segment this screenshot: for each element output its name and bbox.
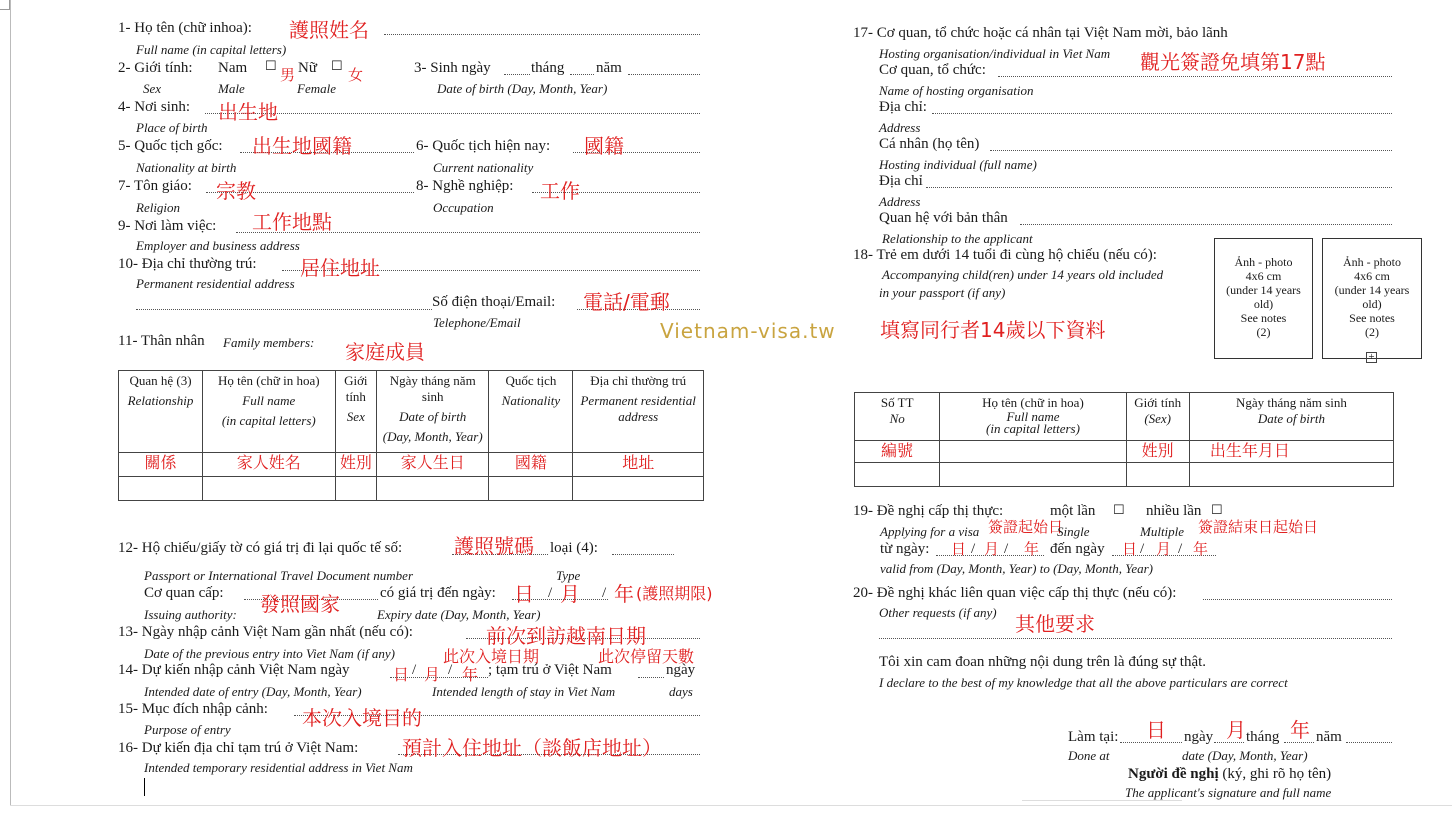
field-1-note: 護照姓名 xyxy=(289,18,369,42)
photo-label: Ảnh - photo xyxy=(1234,255,1293,269)
expiry-line[interactable] xyxy=(512,599,608,600)
expiry-year-note: 年 xyxy=(614,582,634,606)
host-person-label: Cá nhân (họ tên) xyxy=(879,136,980,152)
field-17-note: 觀光簽證免填第17點 xyxy=(1140,50,1326,74)
field-18-en-2: in your passport (if any) xyxy=(879,285,1006,300)
family-note-dob: 家人生日 xyxy=(377,453,489,477)
field-14-en: Intended date of entry (Day, Month, Year) xyxy=(144,684,362,699)
done-date-en: date (Day, Month, Year) xyxy=(1182,748,1308,763)
entry-year-note: 年 xyxy=(462,665,479,684)
field-12-label: 12- Hộ chiếu/giấy tờ có giá trị đi lại quốc tế số: xyxy=(118,540,403,556)
child-col-dob: Ngày tháng năm sinh Date of birth xyxy=(1189,393,1393,441)
field-11-en: Family members: xyxy=(223,335,315,350)
issuing-label: Cơ quan cấp: xyxy=(144,585,224,601)
multiple-entry-checkbox[interactable]: ☐ xyxy=(1211,502,1223,517)
issuing-en: Issuing authority: xyxy=(144,607,237,622)
slash: / xyxy=(1004,541,1009,557)
field-4-label: 4- Nơi sinh: xyxy=(118,99,191,115)
dob-thang: tháng xyxy=(531,60,565,76)
field-6-label: 6- Quốc tịch hiện nay: xyxy=(416,138,551,154)
field-15-en: Purpose of entry xyxy=(144,722,231,737)
issuing-note: 發照國家 xyxy=(260,592,340,616)
relation-en: Relationship to the applicant xyxy=(882,231,1033,246)
field-13-en: Date of the previous entry into Viet Nam (if any) xyxy=(144,646,395,661)
field-7-note: 宗教 xyxy=(216,179,256,203)
field-8-en: Occupation xyxy=(433,200,494,215)
family-col-fullname: Họ tên (chữ in hoa) Full name (in capital letters) xyxy=(203,371,336,453)
host-addr2-en: Address xyxy=(879,194,921,209)
photo-notes: See notes xyxy=(1240,311,1287,325)
field-9-en: Employer and business address xyxy=(136,238,300,253)
field-20-line-2[interactable] xyxy=(879,638,1392,639)
text-cursor xyxy=(144,778,145,796)
table-move-handle-icon[interactable]: + xyxy=(1366,352,1377,363)
field-8-label: 8- Nghề nghiệp: xyxy=(416,178,514,194)
slash: / xyxy=(1140,541,1145,557)
male-label: Nam xyxy=(218,60,248,76)
visa-to-day: 日 xyxy=(1122,540,1138,558)
field-15-label: 15- Mục đích nhập cảnh: xyxy=(118,701,268,717)
photo-age: (under 14 years xyxy=(1334,283,1410,297)
visa-from-year: 年 xyxy=(1024,540,1040,558)
entry-day-note: 日 xyxy=(393,665,410,684)
field-19-en: Applying for a visa xyxy=(880,524,980,539)
done-year-line[interactable] xyxy=(1346,742,1392,743)
child-col-no: Số TT No xyxy=(855,393,940,441)
field-10-note: 居住地址 xyxy=(300,256,380,280)
watermark-text: Vietnam-visa.tw xyxy=(660,319,836,343)
female-en: Female xyxy=(297,81,336,96)
field-9-note: 工作地點 xyxy=(252,210,332,234)
field-19-label: 19- Đề nghị cấp thị thực: xyxy=(853,503,1004,519)
slash: / xyxy=(548,585,553,601)
child-col-sex: Giới tính (Sex) xyxy=(1126,393,1189,441)
photo-age: (under 14 years xyxy=(1226,283,1301,297)
family-note-nationality: 國籍 xyxy=(489,453,573,477)
host-addr2-line[interactable] xyxy=(926,187,1392,188)
field-1-label: 1- Họ tên (chữ inhoa): xyxy=(118,20,252,36)
field-2-label: 2- Giới tính: xyxy=(118,60,193,76)
field-5-en: Nationality at birth xyxy=(136,160,237,175)
stay-length-en: Intended length of stay in Viet Nam xyxy=(432,684,616,699)
field-3-label: 3- Sinh ngày xyxy=(414,60,491,76)
field-10-label: 10- Địa chỉ thường trú: xyxy=(118,256,257,272)
host-addr-en: Address xyxy=(879,120,921,135)
page-bottom-border xyxy=(10,805,1452,806)
child-note-sex: 姓別 xyxy=(1126,441,1189,463)
phone-label: Số điện thoại/Email: xyxy=(432,294,556,310)
visa-valid-en: valid from (Day, Month, Year) to (Day, Month, Year) xyxy=(880,561,1153,576)
family-table xyxy=(118,370,704,501)
entry-date-note: 此次入境日期 xyxy=(443,647,540,666)
field-9-label: 9- Nơi làm việc: xyxy=(118,218,217,234)
phone-en: Telephone/Email xyxy=(433,315,521,330)
visa-end-note: 簽證結束日起始日 xyxy=(1198,518,1319,536)
photo-size: 4x6 cm xyxy=(1245,269,1282,283)
field-20-note: 其他要求 xyxy=(1015,612,1095,636)
stay-ngay: ngày xyxy=(666,662,696,678)
visa-start-note: 簽證起始日 xyxy=(988,518,1064,536)
done-year-note: 年 xyxy=(1290,718,1310,742)
child-photo-box-2[interactable] xyxy=(1322,238,1422,359)
visa-to-year: 年 xyxy=(1193,540,1209,558)
slash: / xyxy=(971,541,976,557)
phone-note: 電話/電郵 xyxy=(583,290,670,314)
child-note-no: 編號 xyxy=(855,441,940,463)
host-person-line[interactable] xyxy=(990,150,1392,151)
field-5-note: 出生地國籍 xyxy=(252,134,352,158)
family-col-address: Địa chỉ thường trú Permanent residential address xyxy=(573,371,704,453)
female-checkbox[interactable]: ☐ xyxy=(331,58,343,73)
done-month-note: 月 xyxy=(1226,718,1246,742)
field-18-label: 18- Trẻ em dưới 14 tuổi đi cùng hộ chiếu (nếu có): xyxy=(853,247,1157,263)
expiry-month-note: 月 xyxy=(560,582,580,606)
done-day-note: 日 xyxy=(1146,718,1166,742)
page-border xyxy=(10,0,11,806)
multiple-en: Multiple xyxy=(1140,524,1185,539)
child-note-dob: 出生年月日 xyxy=(1189,441,1393,463)
visa-from-label: từ ngày: xyxy=(880,541,930,557)
family-note-relationship: 關係 xyxy=(119,453,203,477)
field-8-note: 工作 xyxy=(540,179,580,203)
field-4-line[interactable] xyxy=(205,113,700,114)
field-17-en: Hosting organisation/individual in Viet Nam xyxy=(879,46,1111,61)
signer-en: The applicant's signature and full name xyxy=(1125,785,1332,800)
photo-notes: See notes xyxy=(1349,311,1395,325)
expiry-day-note: 日 xyxy=(514,582,534,606)
single-en: Single xyxy=(1057,524,1090,539)
entry-month-note: 月 xyxy=(424,665,441,684)
female-label: Nữ xyxy=(298,60,317,76)
visa-to-month: 月 xyxy=(1156,540,1172,558)
declaration-en: I declare to the best of my knowledge that all the above particulars are correct xyxy=(879,675,1288,690)
stay-days-line[interactable] xyxy=(638,677,664,678)
stay-days-note: 此次停留天數 xyxy=(598,647,695,666)
stay-label: ; tạm trú ở Việt Nam xyxy=(488,662,612,678)
signer-hint: (ký, ghi rõ họ tên) xyxy=(1222,766,1332,782)
field-15-note: 本次入境目的 xyxy=(302,706,422,730)
sex-en: Sex xyxy=(143,81,162,96)
field-11-note: 家庭成員 xyxy=(345,340,425,364)
field-1-line[interactable] xyxy=(384,34,700,35)
signer-title: Người đề nghị xyxy=(1128,766,1219,782)
visa-from-month: 月 xyxy=(984,540,1000,558)
done-at-label: Làm tại: xyxy=(1068,729,1119,745)
field-16-en: Intended temporary residential address in Viet Nam xyxy=(144,760,413,775)
visa-from-day: 日 xyxy=(951,540,967,558)
expiry-en: Expiry date (Day, Month, Year) xyxy=(377,607,541,622)
single-entry-label: một lần xyxy=(1050,503,1096,519)
host-org-en: Name of hosting organisation xyxy=(879,83,1034,98)
field-16-note: 預計入住地址（談飯店地址） xyxy=(402,736,662,760)
host-org-line[interactable] xyxy=(998,76,1392,77)
photo-notes-num: (2) xyxy=(1256,325,1271,339)
child-photo-box-1[interactable] xyxy=(1214,238,1313,359)
dob-nam: năm xyxy=(596,60,622,76)
field-6-note: 國籍 xyxy=(584,134,624,158)
host-org-label: Cơ quan, tổ chức: xyxy=(879,62,986,78)
field-13-label: 13- Ngày nhập cảnh Việt Nam gần nhất (nếu có): xyxy=(118,624,413,640)
field-11-label: 11- Thân nhân xyxy=(118,333,205,349)
male-en: Male xyxy=(218,81,245,96)
signer-label xyxy=(1128,766,1331,783)
field-20-en: Other requests (if any) xyxy=(879,605,997,620)
field-16-label: 16- Dự kiến địa chỉ tạm trú ở Việt Nam: xyxy=(118,740,359,756)
children-table xyxy=(854,392,1394,487)
done-thang: tháng xyxy=(1246,729,1280,745)
family-table-header xyxy=(119,371,704,453)
dob-en: Date of birth (Day, Month, Year) xyxy=(437,81,608,96)
stay-days-en: days xyxy=(669,684,693,699)
signature-line[interactable] xyxy=(1022,800,1182,807)
family-table-row[interactable] xyxy=(119,453,704,477)
field-1-en: Full name (in capital letters) xyxy=(136,42,287,57)
field-20-label: 20- Đề nghị khác liên quan việc cấp thị thực (nếu có): xyxy=(853,585,1177,601)
family-col-sex: Giới tính Sex xyxy=(335,371,376,453)
slash: / xyxy=(448,662,453,678)
family-col-relationship: Quan hệ (3) Relationship xyxy=(119,371,203,453)
done-at-en: Done at xyxy=(1068,748,1110,763)
photo-age-2: old) xyxy=(1253,297,1274,311)
field-14-label: 14- Dự kiến nhập cảnh Việt Nam ngày xyxy=(118,662,350,678)
field-17-label: 17- Cơ quan, tổ chức hoặc cá nhân tại Việt Nam mời, bảo lãnh xyxy=(853,25,1228,41)
host-addr2-label: Địa chỉ xyxy=(879,173,923,189)
passport-en: Passport or International Travel Document number xyxy=(144,568,414,583)
dob-year-line[interactable] xyxy=(628,74,700,75)
field-4-note: 出生地 xyxy=(218,100,278,124)
photo-age-2: old) xyxy=(1362,297,1382,311)
expiry-note: (護照期限) xyxy=(636,584,713,603)
field-6-en: Current nationality xyxy=(433,160,534,175)
window-corner xyxy=(0,0,10,10)
passport-type-label: loại (4): xyxy=(550,540,598,556)
field-20-line[interactable] xyxy=(1203,599,1392,600)
dob-day-line[interactable] xyxy=(504,74,530,75)
photo-notes-num: (2) xyxy=(1365,325,1379,339)
done-ngay: ngày xyxy=(1184,729,1214,745)
passport-type-line[interactable] xyxy=(612,554,674,555)
family-col-nationality: Quốc tịch Nationality xyxy=(489,371,573,453)
family-col-dob: Ngày tháng năm sinh Date of birth (Day, Month, Year) xyxy=(377,371,489,453)
multiple-entry-label: nhiều lần xyxy=(1146,503,1202,519)
children-table-row[interactable] xyxy=(855,441,1394,463)
field-5-label: 5- Quốc tịch gốc: xyxy=(118,138,223,154)
male-note: 男 xyxy=(280,66,296,84)
declaration-vi: Tôi xin cam đoan những nội dung trên là đúng sự thật. xyxy=(879,654,1207,670)
host-addr-line[interactable] xyxy=(932,113,1392,114)
relation-line[interactable] xyxy=(1020,224,1392,225)
relation-label: Quan hệ với bản thân xyxy=(879,210,1008,226)
field-10-line-2[interactable] xyxy=(136,309,432,310)
male-checkbox[interactable]: ☐ xyxy=(265,58,277,73)
field-7-en: Religion xyxy=(136,200,181,215)
host-person-en: Hosting individual (full name) xyxy=(879,157,1037,172)
valid-label: có giá trị đến ngày: xyxy=(380,585,496,601)
female-note: 女 xyxy=(348,66,364,84)
family-table-row[interactable] xyxy=(119,477,704,501)
slash: / xyxy=(1178,541,1183,557)
slash: / xyxy=(602,585,607,601)
visa-to-label: đến ngày xyxy=(1050,541,1105,557)
photo-size: 4x6 cm xyxy=(1354,269,1390,283)
field-4-en: Place of birth xyxy=(136,120,208,135)
children-table-row[interactable] xyxy=(855,463,1394,487)
passport-note: 護照號碼 xyxy=(454,534,534,558)
family-note-name: 家人姓名 xyxy=(203,453,336,477)
children-table-header xyxy=(855,393,1394,441)
host-addr-label: Địa chỉ: xyxy=(879,99,927,115)
entry-date-line[interactable] xyxy=(390,677,488,678)
done-nam: năm xyxy=(1316,729,1342,745)
slash: / xyxy=(412,662,417,678)
dob-month-line[interactable] xyxy=(570,74,594,75)
field-13-note: 前次到訪越南日期 xyxy=(486,624,646,648)
single-entry-checkbox[interactable]: ☐ xyxy=(1113,502,1125,517)
passport-type-en: Type xyxy=(556,568,581,583)
family-note-address: 地址 xyxy=(573,453,704,477)
child-col-fullname: Họ tên (chữ in hoa) Full name (in capital letters) xyxy=(940,393,1126,441)
photo-label: Ảnh - photo xyxy=(1343,255,1401,269)
field-18-en-1: Accompanying child(ren) under 14 years old included xyxy=(882,267,1164,282)
field-7-label: 7- Tôn giáo: xyxy=(118,178,192,194)
family-note-sex: 姓別 xyxy=(335,453,376,477)
field-18-note: 填寫同行者14歲以下資料 xyxy=(880,318,1106,342)
field-10-en: Permanent residential address xyxy=(136,276,295,291)
